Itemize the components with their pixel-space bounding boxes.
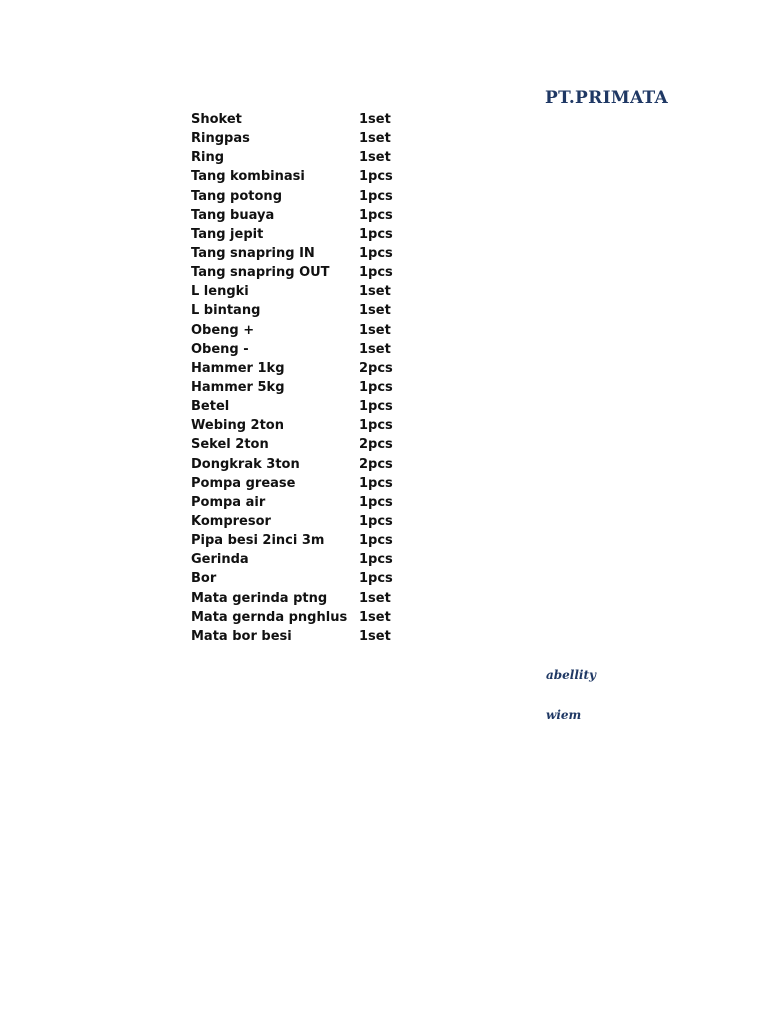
item-name: Mata bor besi: [191, 628, 292, 644]
item-name: Tang snapring IN: [191, 245, 315, 261]
item-quantity: 1set: [359, 609, 391, 625]
item-quantity: 1pcs: [359, 475, 393, 491]
item-name: Betel: [191, 399, 230, 415]
list-item: [191, 512, 451, 531]
list-item: [191, 416, 451, 435]
item-name: Hammer 5kg: [191, 379, 285, 395]
list-item: [191, 340, 451, 359]
item-quantity: 1set: [359, 112, 391, 127]
item-name: Ringpas: [191, 131, 250, 147]
list-item: [191, 531, 451, 550]
item-name: Tang snapring OUT: [191, 265, 330, 281]
item-name: Webing 2ton: [191, 418, 284, 434]
list-item: [191, 435, 451, 454]
item-quantity: 1set: [359, 150, 391, 166]
item-quantity: 2pcs: [359, 437, 393, 453]
signature-name: abellity: [546, 668, 596, 682]
item-name: Obeng +: [191, 322, 255, 338]
list-item: [191, 167, 451, 186]
list-item: [191, 378, 451, 397]
item-quantity: 1pcs: [359, 552, 393, 568]
list-item: [191, 282, 451, 301]
item-name: Pipa besi 2inci 3m: [191, 533, 325, 549]
item-quantity: 1pcs: [359, 513, 393, 529]
signature-name: wiem: [546, 708, 582, 722]
item-name: Tang potong: [191, 188, 282, 204]
list-item: [191, 474, 451, 493]
item-quantity: 1pcs: [359, 494, 393, 510]
item-name: Hammer 1kg: [191, 360, 285, 376]
item-name: Tang kombinasi: [191, 169, 305, 185]
item-quantity: 1set: [359, 131, 391, 147]
item-quantity: 1pcs: [359, 399, 393, 415]
item-name: L lengki: [191, 284, 249, 300]
item-quantity: 1pcs: [359, 226, 393, 242]
list-item: [191, 244, 451, 263]
item-quantity: 1pcs: [359, 418, 393, 434]
item-name: L bintang: [191, 303, 261, 319]
item-name: Mata gerinda ptng: [191, 590, 328, 606]
item-quantity: 1set: [359, 284, 391, 300]
item-name: Obeng -: [191, 341, 249, 357]
list-item: [191, 493, 451, 512]
item-quantity: 1pcs: [359, 533, 393, 549]
list-item: [191, 225, 451, 244]
item-quantity: 2pcs: [359, 360, 393, 376]
item-quantity: 1pcs: [359, 207, 393, 223]
item-quantity: 1pcs: [359, 379, 393, 395]
item-name: Tang buaya: [191, 207, 275, 223]
item-quantity: 1pcs: [359, 571, 393, 587]
item-quantity: 1pcs: [359, 188, 393, 204]
list-item: [191, 397, 451, 416]
list-item: [191, 455, 451, 474]
item-name: Bor: [191, 571, 217, 587]
list-item: [191, 129, 451, 148]
list-item: [191, 148, 451, 167]
item-quantity: 1pcs: [359, 245, 393, 261]
item-name: Mata gernda pnghlus: [191, 609, 348, 625]
item-quantity: 1set: [359, 322, 391, 338]
list-item: [191, 608, 451, 627]
item-name: Gerinda: [191, 552, 249, 568]
tool-list: [191, 110, 451, 646]
item-name: Ring: [191, 150, 225, 166]
item-quantity: 1pcs: [359, 169, 393, 185]
list-item: [191, 589, 451, 608]
company-name: PT.PRIMATA: [545, 88, 669, 108]
item-name: Pompa grease: [191, 475, 296, 491]
item-quantity: 1set: [359, 303, 391, 319]
list-item: [191, 301, 451, 320]
item-quantity: 1set: [359, 628, 391, 644]
list-item: [191, 110, 451, 129]
item-quantity: 1set: [359, 341, 391, 357]
list-item: [191, 206, 451, 225]
item-name: Tang jepit: [191, 226, 264, 242]
item-quantity: 1pcs: [359, 265, 393, 281]
item-name: Dongkrak 3ton: [191, 456, 300, 472]
list-item: [191, 321, 451, 340]
list-item: [191, 187, 451, 206]
item-quantity: 2pcs: [359, 456, 393, 472]
item-quantity: 1set: [359, 590, 391, 606]
item-name: Shoket: [191, 112, 242, 127]
list-item: [191, 359, 451, 378]
item-name: Pompa air: [191, 494, 266, 510]
list-item: [191, 263, 451, 282]
item-name: Sekel 2ton: [191, 437, 269, 453]
list-item: [191, 627, 451, 646]
list-item: [191, 550, 451, 569]
item-name: Kompresor: [191, 513, 271, 529]
list-item: [191, 569, 451, 588]
